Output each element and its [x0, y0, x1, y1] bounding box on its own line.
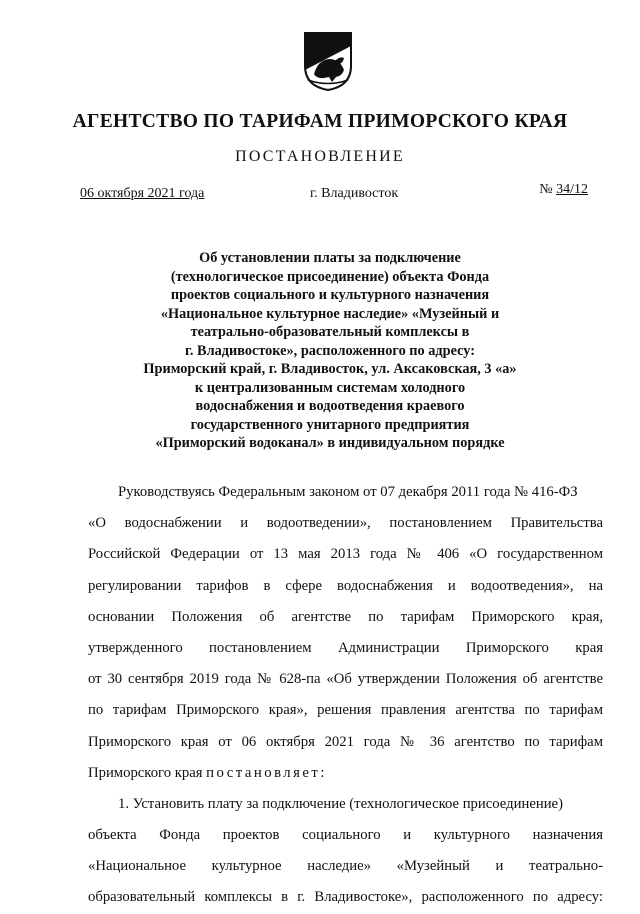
title-line: Приморский край, г. Владивосток, ул. Аксаковская, 3 «а» — [143, 361, 517, 377]
coat-of-arms-emblem — [302, 30, 354, 92]
item1-line: объекта Фонда проектов социального и культурного назначения — [88, 827, 603, 844]
body-line: утвержденного постановлением Администрации Приморского края — [88, 639, 603, 656]
title-line: «Национальное культурное наследие» «Музейный и — [160, 305, 500, 322]
decree-word: постановляет: — [206, 764, 327, 781]
number-sign: № — [539, 182, 553, 197]
decree-prefix: Приморского края — [88, 764, 207, 781]
title-line: государственного унитарного предприятия — [190, 416, 470, 433]
title-line: к централизованным системам холодного — [194, 379, 466, 396]
body-line: от 30 сентября 2019 года № 628-па «Об утверждении Положения об агентстве — [88, 671, 603, 688]
item1-line: образовательный комплексы в г. Владивостоке», расположенного по адресу: — [88, 889, 603, 906]
document-body — [88, 477, 603, 914]
document-type: ПОСТАНОВЛЕНИЕ — [235, 148, 405, 165]
title-line: (технологическое присоединение) объекта Фонда — [170, 268, 490, 285]
item1-line: 1. Установить плату за подключение (технологическое присоединение) — [118, 795, 563, 812]
body-line: Руководствуясь Федеральным законом от 07 декабря 2011 года № 416-ФЗ — [118, 484, 578, 500]
document-city: г. Владивосток — [310, 186, 399, 201]
document-date: 06 октября 2021 года — [80, 186, 205, 201]
body-line: основании Положения об агентстве по тарифам Приморского края, — [88, 608, 603, 625]
body-line: по тарифам Приморского края», решения правления агентства по тарифам — [88, 702, 603, 719]
title-line: г. Владивостоке», расположенного по адресу: — [185, 342, 475, 359]
item1-line: «Национальное культурное наследие» «Музейный и театрально- — [88, 858, 603, 875]
title-line: проектов социального и культурного назначения — [170, 287, 490, 303]
decree-line — [88, 758, 603, 789]
body-line: Российской Федерации от 13 мая 2013 года № 406 «О государственном — [88, 546, 603, 563]
number-value: 34/12 — [556, 182, 588, 197]
document-title — [130, 249, 530, 453]
title-line: водоснабжения и водоотведения краевого — [195, 398, 465, 414]
title-line: «Приморский водоканал» в индивидуальном порядке — [155, 435, 505, 451]
title-line: театрально-образовательный комплексы в — [190, 324, 470, 340]
document-number — [539, 182, 588, 198]
title-line: Об установлении платы за подключение — [199, 250, 461, 266]
agency-name: АГЕНТСТВО ПО ТАРИФАМ ПРИМОРСКОГО КРАЯ — [72, 111, 568, 132]
body-line: «О водоснабжении и водоотведении», постановлением Правительства — [88, 515, 603, 532]
body-line: регулировании тарифов в сфере водоснабжения и водоотведения», на — [88, 577, 603, 594]
body-line: Приморского края от 06 октября 2021 года № 36 агентство по тарифам — [88, 733, 603, 750]
